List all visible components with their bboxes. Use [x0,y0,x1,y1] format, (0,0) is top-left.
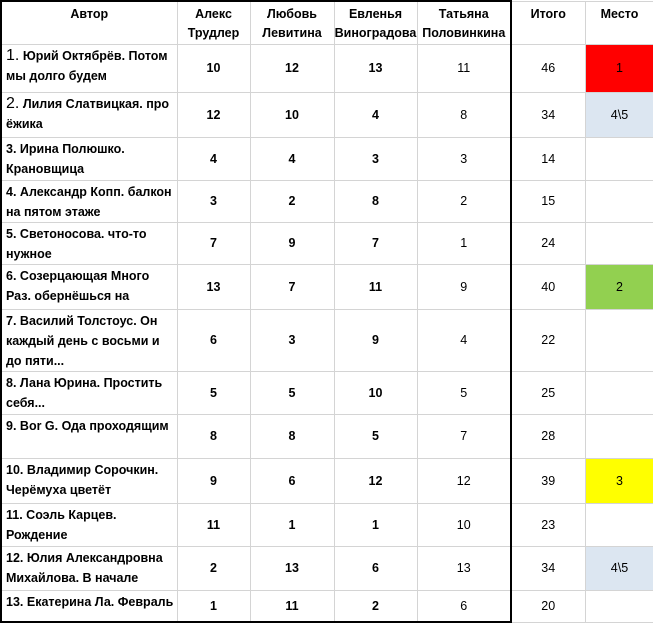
score-judge-3: 11 [334,264,417,309]
score-judge-2: 13 [250,546,334,590]
score-judge-3: 6 [334,546,417,590]
author-title: Созерцающая Много Раз. обернёшься на [6,268,150,303]
entry-number: 9. [6,418,17,433]
author-cell [1,371,177,414]
score-judge-2: 9 [250,222,334,264]
score-judge-1: 9 [177,458,250,503]
place-cell [585,309,653,371]
place-cell [585,180,653,222]
entry-number: 7. [6,313,17,328]
author-title: Ирина Полюшко. Крановщица [6,141,125,176]
score-judge-4: 11 [417,44,511,92]
table-row [1,222,653,264]
place-cell: 3 [585,458,653,503]
score-judge-3: 7 [334,222,417,264]
author-cell [1,458,177,503]
score-judge-4: 5 [417,371,511,414]
table-row [1,590,653,622]
entry-number: 13. [6,594,24,609]
table-row [1,458,653,503]
place-cell: 4\5 [585,546,653,590]
author-title: Юрий Октябрёв. Потом мы долго будем [6,48,168,83]
score-judge-2: 11 [250,590,334,622]
place-cell: 4\5 [585,92,653,137]
score-judge-1: 6 [177,309,250,371]
score-judge-1: 13 [177,264,250,309]
place-cell [585,414,653,458]
total-cell: 20 [511,590,585,622]
score-judge-4: 6 [417,590,511,622]
score-judge-2: 3 [250,309,334,371]
score-judge-1: 2 [177,546,250,590]
author-title: Василий Толстоус. Он каждый день с восьми и до пяти... [6,313,160,368]
place-cell [585,503,653,546]
entry-number: 4. [6,184,17,199]
table-row [1,137,653,180]
author-title: Екатерина Ла. Февраль [23,594,174,609]
score-judge-3: 4 [334,92,417,137]
score-judge-2: 8 [250,414,334,458]
score-judge-1: 12 [177,92,250,137]
entry-number: 8. [6,375,17,390]
score-judge-3: 9 [334,309,417,371]
author-cell [1,546,177,590]
total-cell: 15 [511,180,585,222]
entry-number: 6. [6,268,17,283]
total-cell: 22 [511,309,585,371]
score-judge-1: 11 [177,503,250,546]
score-judge-2: 1 [250,503,334,546]
table-row [1,503,653,546]
table-row [1,180,653,222]
total-cell: 40 [511,264,585,309]
author-cell [1,44,177,92]
header-judge-1: Алекс Трудлер [177,1,250,44]
table-row [1,414,653,458]
table-row [1,309,653,371]
table-row [1,92,653,137]
score-judge-1: 8 [177,414,250,458]
score-judge-3: 13 [334,44,417,92]
place-cell: 1 [585,44,653,92]
author-cell [1,92,177,137]
total-cell: 24 [511,222,585,264]
score-judge-2: 4 [250,137,334,180]
header-place: Место [585,1,653,44]
author-cell [1,137,177,180]
score-judge-3: 8 [334,180,417,222]
score-judge-1: 3 [177,180,250,222]
header-total: Итого [511,1,585,44]
header-judge-4: Татьяна Половинкина [417,1,511,44]
score-judge-2: 2 [250,180,334,222]
score-judge-4: 7 [417,414,511,458]
score-judge-3: 10 [334,371,417,414]
total-cell: 34 [511,546,585,590]
score-judge-4: 2 [417,180,511,222]
author-title: Александр Копп. балкон на пятом этаже [6,184,172,219]
place-cell: 2 [585,264,653,309]
score-judge-2: 5 [250,371,334,414]
score-judge-4: 8 [417,92,511,137]
header-row [1,1,653,44]
total-cell: 23 [511,503,585,546]
author-title: Владимир Сорочкин. Черёмуха цветёт [6,462,159,497]
score-judge-4: 13 [417,546,511,590]
author-title: Соэль Карцев. Рождение [6,507,117,542]
score-judge-3: 2 [334,590,417,622]
score-judge-3: 12 [334,458,417,503]
total-cell: 25 [511,371,585,414]
author-title: Bor G. Ода проходящим [16,418,169,433]
score-judge-1: 1 [177,590,250,622]
place-cell [585,590,653,622]
score-judge-2: 12 [250,44,334,92]
score-judge-1: 4 [177,137,250,180]
score-judge-4: 10 [417,503,511,546]
author-title: Светоносова. что-то нужное [6,226,147,261]
author-cell [1,414,177,458]
entry-number: 2. [6,94,20,112]
author-title: Лилия Слатвицкая. про ёжика [6,96,170,131]
entry-number: 1. [6,46,20,64]
table-row [1,371,653,414]
table-row [1,264,653,309]
total-cell: 46 [511,44,585,92]
score-judge-4: 4 [417,309,511,371]
score-judge-3: 5 [334,414,417,458]
place-cell [585,371,653,414]
header-judge-2: Любовь Левитина [250,1,334,44]
author-title: Юлия Александровна Михайлова. В начале [6,550,163,585]
score-judge-1: 10 [177,44,250,92]
entry-number: 12. [6,550,24,565]
score-judge-1: 5 [177,371,250,414]
header-judge-3: Евленья Виноградова [334,1,417,44]
entry-number: 11. [6,507,23,522]
place-cell [585,137,653,180]
score-judge-4: 9 [417,264,511,309]
score-judge-4: 1 [417,222,511,264]
author-cell [1,590,177,622]
score-judge-3: 3 [334,137,417,180]
total-cell: 39 [511,458,585,503]
entry-number: 5. [6,226,17,241]
table-row [1,44,653,92]
score-judge-3: 1 [334,503,417,546]
author-cell [1,222,177,264]
author-cell [1,180,177,222]
entry-number: 3. [6,141,17,156]
entry-number: 10. [6,462,24,477]
place-cell [585,222,653,264]
author-cell [1,264,177,309]
score-judge-4: 12 [417,458,511,503]
score-judge-2: 7 [250,264,334,309]
author-title: Лана Юрина. Простить себя... [6,375,163,410]
score-judge-1: 7 [177,222,250,264]
total-cell: 28 [511,414,585,458]
author-cell [1,503,177,546]
score-judge-2: 10 [250,92,334,137]
header-author: Автор [1,1,177,44]
score-judge-2: 6 [250,458,334,503]
author-cell [1,309,177,371]
table-row [1,546,653,590]
total-cell: 34 [511,92,585,137]
score-judge-4: 3 [417,137,511,180]
total-cell: 14 [511,137,585,180]
